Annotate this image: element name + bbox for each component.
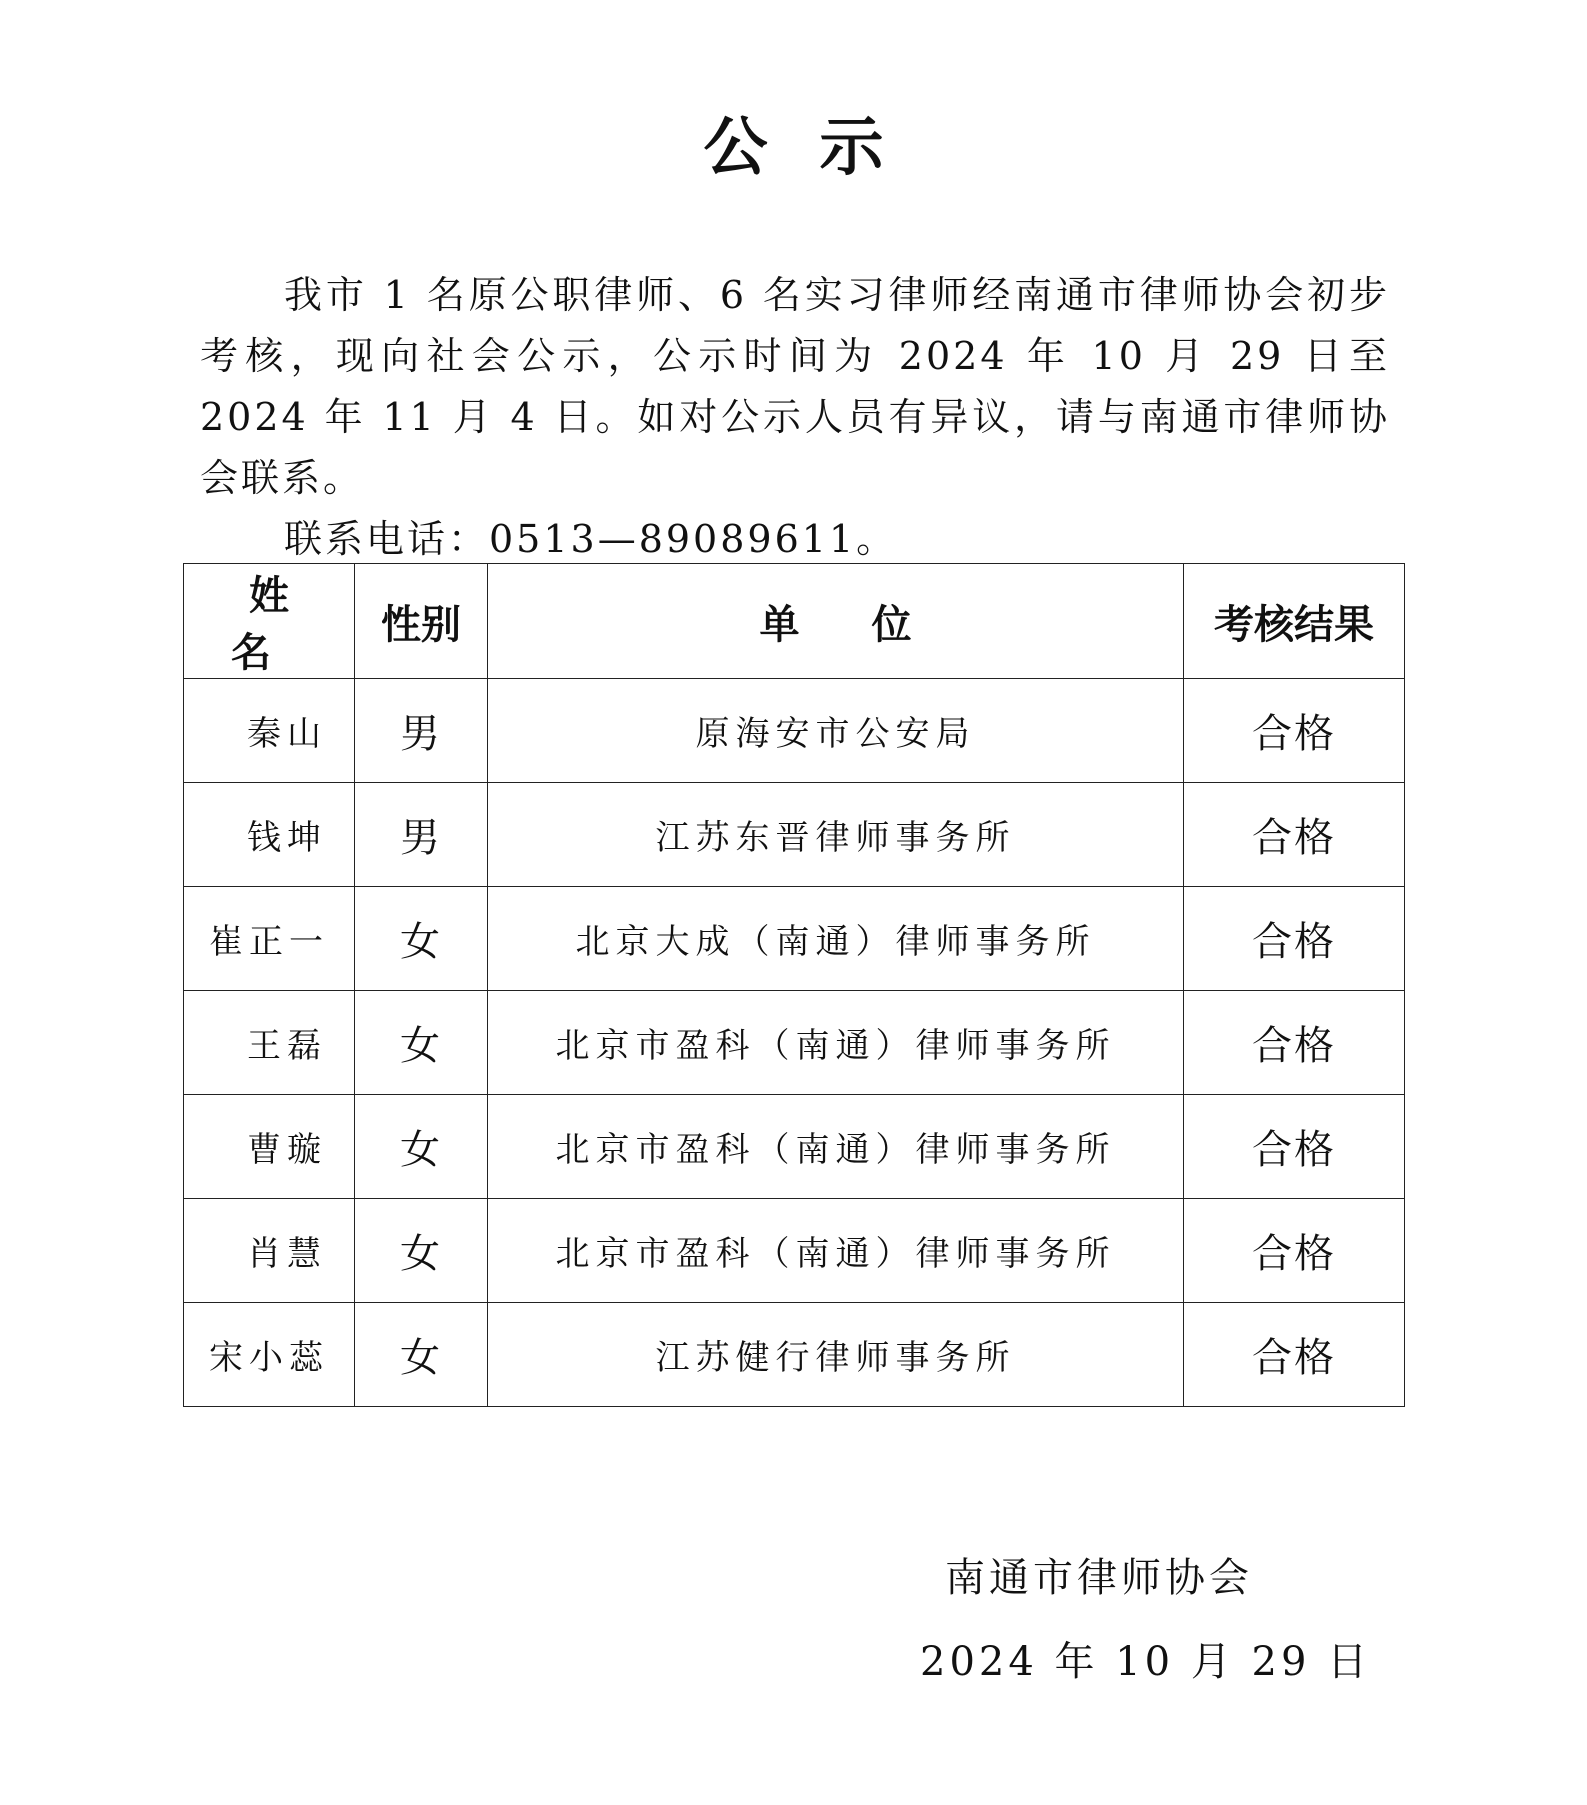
cell-gender: 女 [355, 1095, 488, 1199]
cell-result: 合格 [1184, 887, 1405, 991]
header-result: 考核结果 [1184, 564, 1405, 679]
cell-name: 钱坤 [184, 783, 355, 887]
cell-gender: 女 [355, 1303, 488, 1407]
cell-result: 合格 [1184, 783, 1405, 887]
cell-result: 合格 [1184, 991, 1405, 1095]
notice-body [200, 265, 1390, 570]
cell-unit: 北京市盈科（南通）律师事务所 [488, 991, 1184, 1095]
cell-name: 王磊 [184, 991, 355, 1095]
signature-date: 2024 年 10 月 29 日 [920, 1639, 1372, 1685]
cell-name: 崔正一 [184, 887, 355, 991]
cell-unit: 北京市盈科（南通）律师事务所 [488, 1199, 1184, 1303]
table-row [184, 887, 1405, 991]
table-row [184, 783, 1405, 887]
signature-organization: 南通市律师协会 [945, 1555, 1253, 1601]
table-row [184, 1199, 1405, 1303]
cell-result: 合格 [1184, 679, 1405, 783]
table-row [184, 991, 1405, 1095]
cell-unit: 北京大成（南通）律师事务所 [488, 887, 1184, 991]
table-header-row [184, 564, 1405, 679]
cell-unit: 江苏东晋律师事务所 [488, 783, 1184, 887]
cell-unit: 江苏健行律师事务所 [488, 1303, 1184, 1407]
cell-name: 肖慧 [184, 1199, 355, 1303]
notice-paragraph-1: 我市 1 名原公职律师、6 名实习律师经南通市律师协会初步考核，现向社会公示，公示时间为 2024 年 10 月 29 日至 2024 年 11 月 4 日。如对公示人员有异议，请与南通市律师协会联系。 [200, 273, 1390, 500]
candidates-table [183, 563, 1405, 1407]
cell-result: 合格 [1184, 1199, 1405, 1303]
cell-gender: 男 [355, 679, 488, 783]
cell-gender: 女 [355, 1199, 488, 1303]
header-name: 姓名 [184, 564, 355, 679]
table-row [184, 1095, 1405, 1199]
notice-contact-phone: 联系电话：0513—89089611。 [284, 517, 898, 561]
cell-gender: 女 [355, 991, 488, 1095]
cell-result: 合格 [1184, 1095, 1405, 1199]
cell-unit: 北京市盈科（南通）律师事务所 [488, 1095, 1184, 1199]
header-unit: 单位 [488, 564, 1184, 679]
cell-name: 宋小蕊 [184, 1303, 355, 1407]
header-gender: 性别 [355, 564, 488, 679]
cell-unit: 原海安市公安局 [488, 679, 1184, 783]
cell-result: 合格 [1184, 1303, 1405, 1407]
notice-title: 公示 [703, 111, 936, 185]
table-row [184, 679, 1405, 783]
cell-name: 曹璇 [184, 1095, 355, 1199]
cell-gender: 男 [355, 783, 488, 887]
table-row [184, 1303, 1405, 1407]
cell-name: 秦山 [184, 679, 355, 783]
cell-gender: 女 [355, 887, 488, 991]
